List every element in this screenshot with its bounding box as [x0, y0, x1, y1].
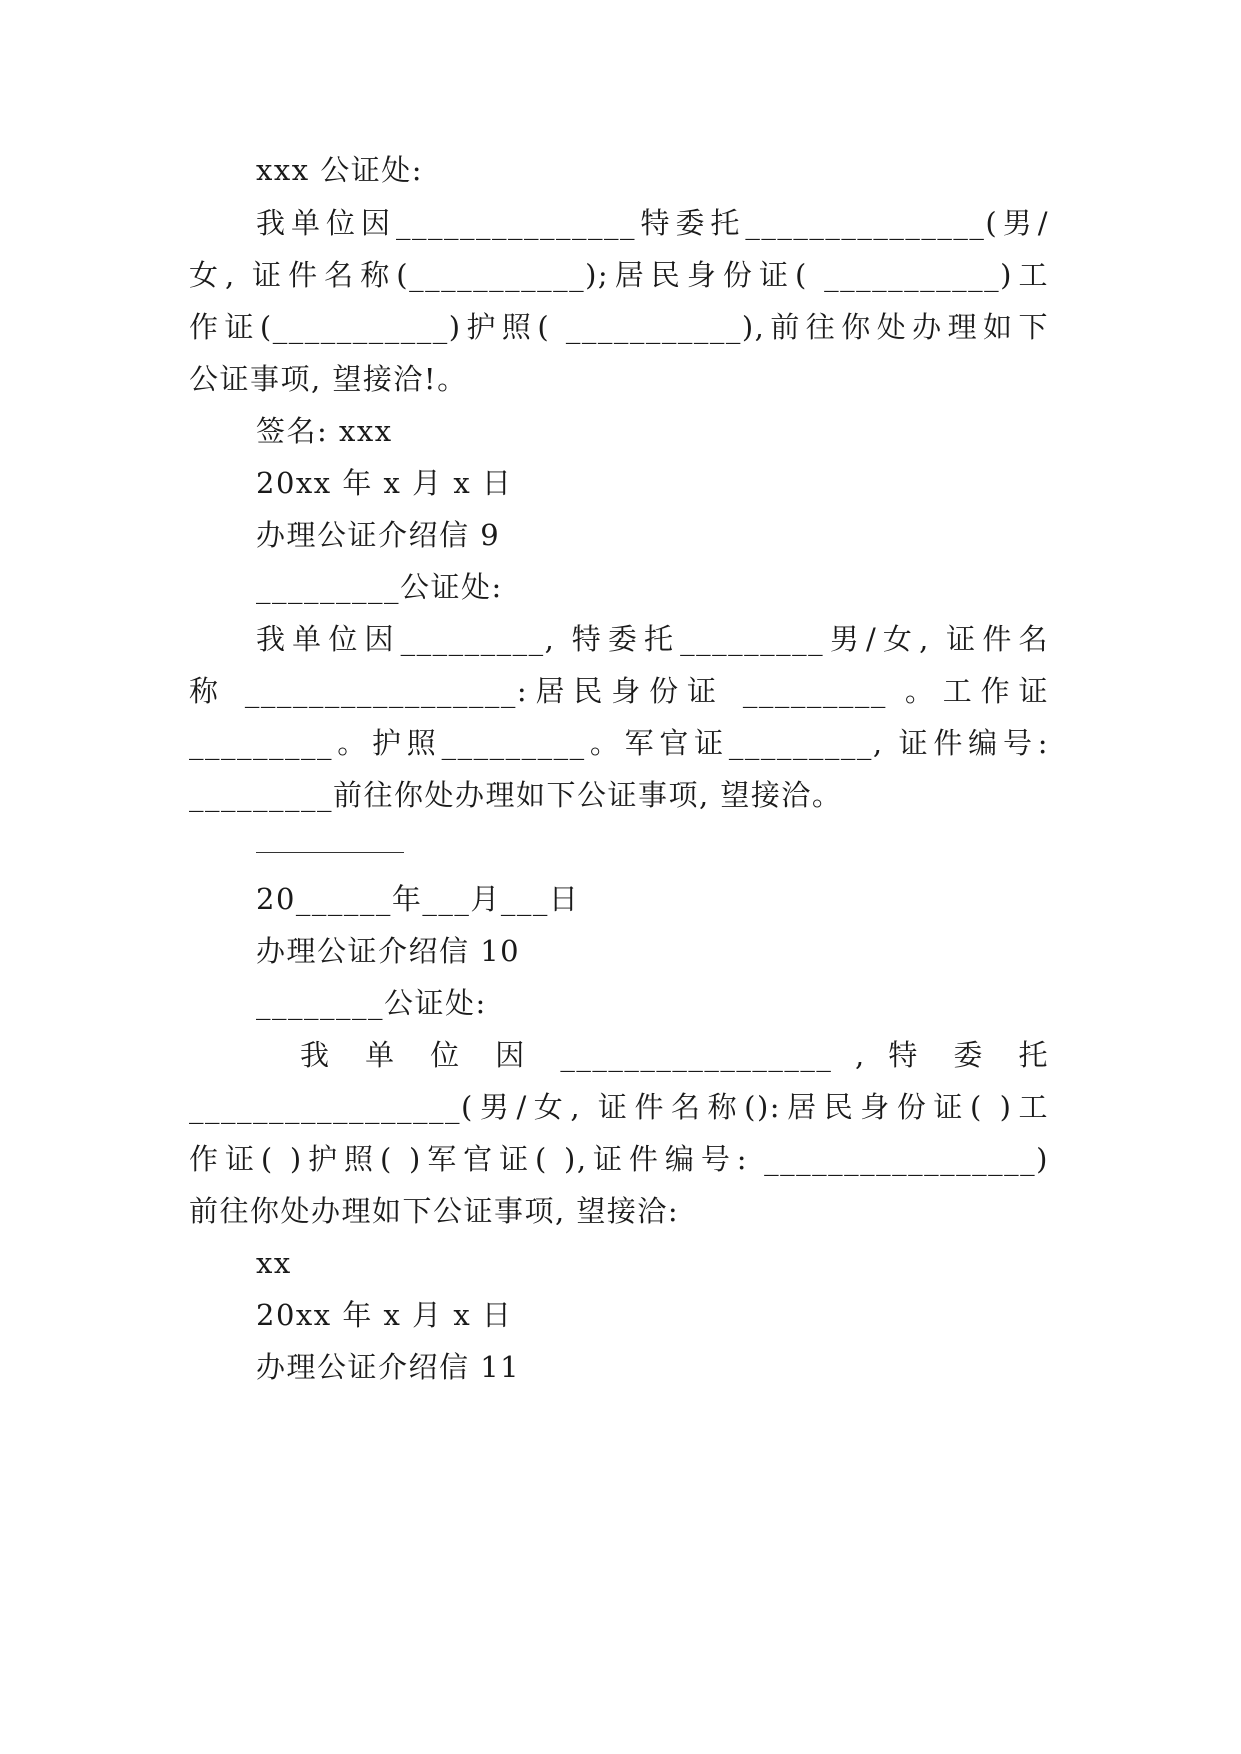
- body-line-2d: _________前往你处办理如下公证事项, 望接洽。: [189, 778, 843, 812]
- body-line-1d: 公证事项, 望接洽!。: [189, 362, 468, 396]
- body-line-2c: _________。护照_________。军官证_________, 证件编号:: [189, 726, 1049, 760]
- body-line-3c: 作证( )护照( )军官证( ),证件编号: _________________): [189, 1142, 1049, 1176]
- section-heading-10: 办理公证介绍信 10: [256, 934, 521, 968]
- signature-blank-rule: [256, 852, 404, 853]
- body-line-2a: 我单位因_________, 特委托_________男/女, 证件名: [256, 622, 1049, 656]
- signature-line-3: xx: [256, 1246, 292, 1280]
- date-line-3: 20xx 年 x 月 x 日: [256, 1298, 513, 1332]
- date-line-2: 20______年___月___日: [256, 882, 580, 916]
- body-line-3d: 前往你处办理如下公证事项, 望接洽:: [189, 1194, 680, 1228]
- body-line-2b: 称 _________________:居民身份证 _________ 。工作证: [189, 674, 1049, 708]
- section-heading-9: 办理公证介绍信 9: [256, 518, 501, 552]
- addressee-line-3: ________公证处:: [256, 986, 487, 1020]
- section-heading-11: 办理公证介绍信 11: [256, 1350, 521, 1384]
- body-line-1c: 作证(___________)护照( ___________),前往你处办理如下: [189, 310, 1049, 344]
- addressee-line-1: xxx 公证处:: [256, 153, 424, 187]
- addressee-line-2: _________公证处:: [256, 570, 503, 604]
- signature-line-1: 签名: xxx: [256, 414, 393, 448]
- body-line-3a: 我 单 位 因 _________________ , 特 委 托: [300, 1038, 1049, 1072]
- body-line-1a: 我单位因_______________特委托_______________(男/: [256, 206, 1049, 240]
- date-line-1: 20xx 年 x 月 x 日: [256, 466, 513, 500]
- body-line-3b: _________________(男/女, 证件名称():居民身份证( )工: [189, 1090, 1049, 1124]
- body-line-1b: 女, 证件名称(___________);居民身份证( ___________)工: [189, 258, 1049, 292]
